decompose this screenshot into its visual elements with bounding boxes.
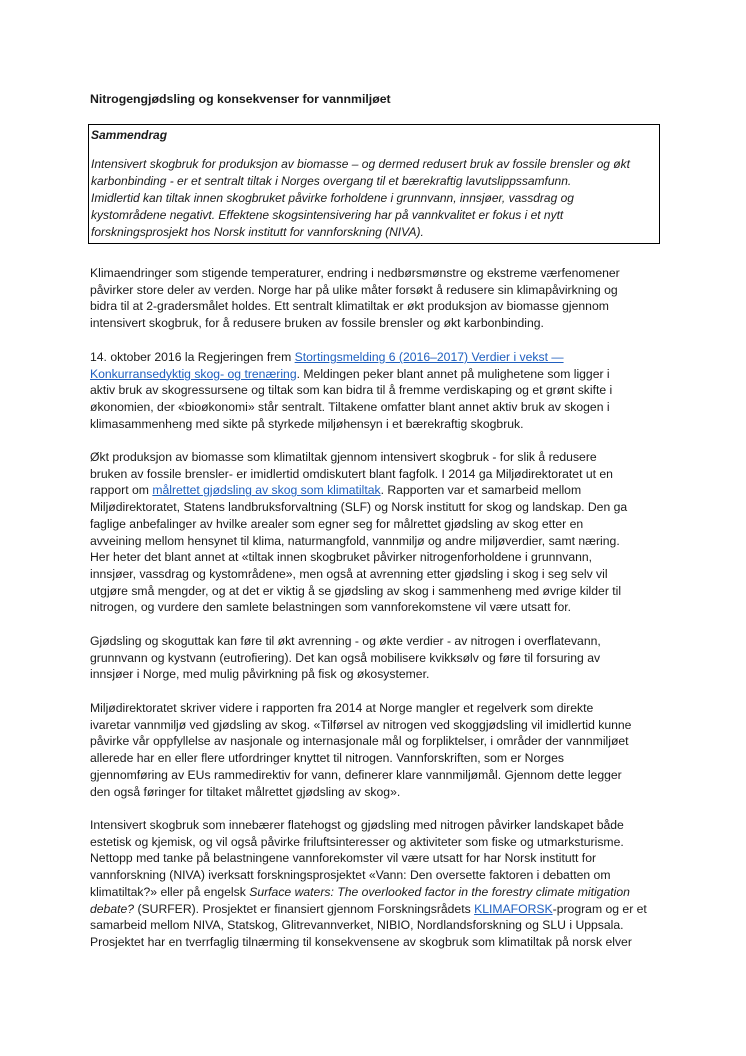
text-line: bruken av fossile brensler- er imidlertid omdiskutert blant fagfolk. I 2014 ga Miljødirektoratet ut en: [90, 466, 613, 481]
text-line: Intensivert skogbruk som innebærer flatehogst og gjødsling med nitrogen påvirker landskapet både: [90, 818, 624, 832]
text-line: innsjøer i Norge, med mulig påvirkning på fisk og økosystemer.: [90, 667, 430, 682]
text-line: Miljødirektoratet, Statens landbruksforvaltning (SLF) og Norsk institutt for skog og landskap. Den ga: [90, 500, 628, 515]
text-line: utgjøre små mengder, og at det er viktig å se gjødsling av skog i sammenheng med øvrige kilder til: [90, 583, 622, 598]
text-line: økonomien, der «bioøkonomi» står sentralt. Tiltakene omfatter blant annet aktiv bruk av skogen i: [90, 400, 610, 415]
paragraph-2: [90, 349, 660, 433]
summary-heading: Sammendrag: [91, 128, 168, 142]
paragraph-3: [90, 449, 660, 616]
gjodsling-rapport-link[interactable]: målrettet gjødsling av skog som klimatiltak: [152, 483, 381, 498]
text-line: Gjødsling og skoguttak kan føre til økt avrenning - og økte verdier - av nitrogen i overflatevann,: [90, 634, 601, 648]
text-line: [90, 482, 660, 499]
text-line: gjennomføring av EUs rammedirektiv for vann, definerer klare vannmiljømål. Gjennom dette legger: [90, 767, 622, 782]
text-segment: rapport om: [90, 483, 153, 498]
text-segment: . Rapporten var et samarbeid mellom: [380, 483, 582, 498]
text-line: [90, 884, 660, 901]
summary-line: Intensivert skogbruk for produksjon av biomasse – og dermed redusert bruk av fossile brensler og økt: [91, 157, 630, 171]
text-line: påvirker store deler av verden. Norge har på ulike måter forsøkt å redusere sin klimapåvirkning og: [90, 282, 618, 297]
summary-box: [88, 124, 660, 244]
paragraph-1: [90, 265, 660, 332]
summary-line: kystområdene negativt. Effektene skogsintensivering har på vannkvalitet er fokus i et nytt: [91, 207, 564, 222]
text-line: [90, 366, 660, 383]
text-line: Her heter det blant annet at «tiltak innen skogbruket påvirker nitrogenforholdene i grunnvann,: [90, 550, 593, 565]
text-line: grunnvann og kystvann (eutrofiering). Det kan også mobilisere kvikksølv og føre til forsuring av: [90, 650, 601, 665]
text-segment: -program og er et: [552, 901, 647, 916]
text-line: innsjøer, vassdrag og kystområdene», men også at avrenning etter gjødsling i skog i seg selv vil: [90, 566, 608, 581]
paragraph-5: [90, 700, 660, 800]
text-line: vannforskning (NIVA) iverksatt forskningsprosjektet «Vann: Den oversette faktoren i debatten om: [90, 868, 611, 883]
text-line: Prosjektet har en tverrfaglig tilnærming til konsekvensene av skogbruk som klimatiltak på norsk elver: [90, 934, 632, 949]
text-line: faglige anbefalinger av hvilke arealer som egner seg for målrettet gjødsling av skog etter en: [90, 516, 584, 531]
text-line: bidra til at 2-gradersmålet holdes. Ett sentralt klimatiltak er økt produksjon av biomasse gjennom: [90, 299, 609, 314]
stortingsmelding-link[interactable]: Stortingsmelding 6 (2016–2017) Verdier i vekst —: [294, 350, 564, 364]
text-line: [90, 349, 660, 366]
text-segment: 14. oktober 2016 la Regjeringen frem: [90, 350, 295, 364]
text-line: ivaretar vannmiljø ved gjødsling av skog. «Tilførsel av nitrogen ved skoggjødsling vil imidlertid kunne: [90, 717, 632, 732]
summary-line: Imidlertid kan tiltak innen skogbruket påvirke forholdene i grunnvann, innsjøer, vassdrag og: [91, 190, 574, 205]
project-english-title: Surface waters: The overlooked factor in the forestry climate mitigation: [249, 884, 630, 899]
paragraph-4: [90, 633, 660, 683]
text-segment: (SURFER). Prosjektet er finansiert gjennom Forskningsrådets: [134, 901, 475, 916]
text-segment: . Meldingen peker blant annet på mulighetene som ligger i: [296, 366, 610, 381]
klimaforsk-link[interactable]: KLIMAFORSK: [474, 901, 553, 916]
summary-line: forskningsprosjekt hos Norsk institutt for vannforskning (NIVA).: [91, 224, 424, 239]
text-line: Miljødirektoratet skriver videre i rapporten fra 2014 at Norge mangler et regelverk som direkte: [90, 701, 594, 715]
stortingsmelding-link-cont[interactable]: Konkurransedyktig skog- og trenæring: [90, 366, 297, 381]
text-line: påvirke vår oppfyllelse av nasjonale og internasjonale mål og forpliktelser, i områder der vannmiljøet: [90, 734, 629, 749]
text-line: aktiv bruk av skogressursene og tiltak som kan bidra til å fremme verdiskaping og et grønt skifte i: [90, 383, 613, 398]
text-line: Klimaendringer som stigende temperaturer, endring i nedbørsmønstre og ekstreme værfenomener: [90, 266, 620, 280]
text-line: nitrogen, og vurdere den samlete belastningen som vannforekomstene vil være utsatt for.: [90, 600, 571, 615]
text-line: Nettopp med tanke på belastningene vannforekomster vil være utsatt for har Norsk institutt for: [90, 851, 597, 866]
project-english-title-cont: debate?: [90, 901, 135, 916]
text-line: den også føringer for tiltaket målrettet gjødsling av skog».: [90, 784, 401, 799]
text-line: intensivert skogbruk, for å redusere bruken av fossile brensler og økt karbonbinding.: [90, 316, 544, 331]
text-line: klimasammenheng med sikte på styrkede miljøhensyn i et bærekraftig skogbruk.: [90, 416, 524, 431]
summary-line: karbonbinding - er et sentralt tiltak i Norges overgang til et bærekraftig lavutslippssamfunn.: [91, 173, 572, 188]
text-segment: klimatiltak?» eller på engelsk: [90, 884, 250, 899]
text-line: estetisk og kjemisk, og vil også påvirke friluftsinteresser og aktiviteter som fiske og utmarksturisme.: [90, 834, 624, 849]
text-line: avveining mellom hensynet til klima, naturmangfold, vannmiljø og andre miljøverdier, samt næring.: [90, 533, 620, 548]
document-title: Nitrogengjødsling og konsekvenser for vannmiljøet: [90, 92, 391, 106]
text-line: Økt produksjon av biomasse som klimatiltak gjennom intensivert skogbruk - for slik å redusere: [90, 450, 597, 464]
text-line: allerede har en eller flere utfordringer knyttet til nitrogen. Vannforskriften, som er Norges: [90, 751, 564, 766]
text-line: samarbeid mellom NIVA, Statskog, Glitrevannverket, NIBIO, Nordlandsforskning og SLU i Uppsala.: [90, 918, 624, 933]
text-line: [90, 901, 660, 918]
paragraph-6: [90, 817, 660, 951]
